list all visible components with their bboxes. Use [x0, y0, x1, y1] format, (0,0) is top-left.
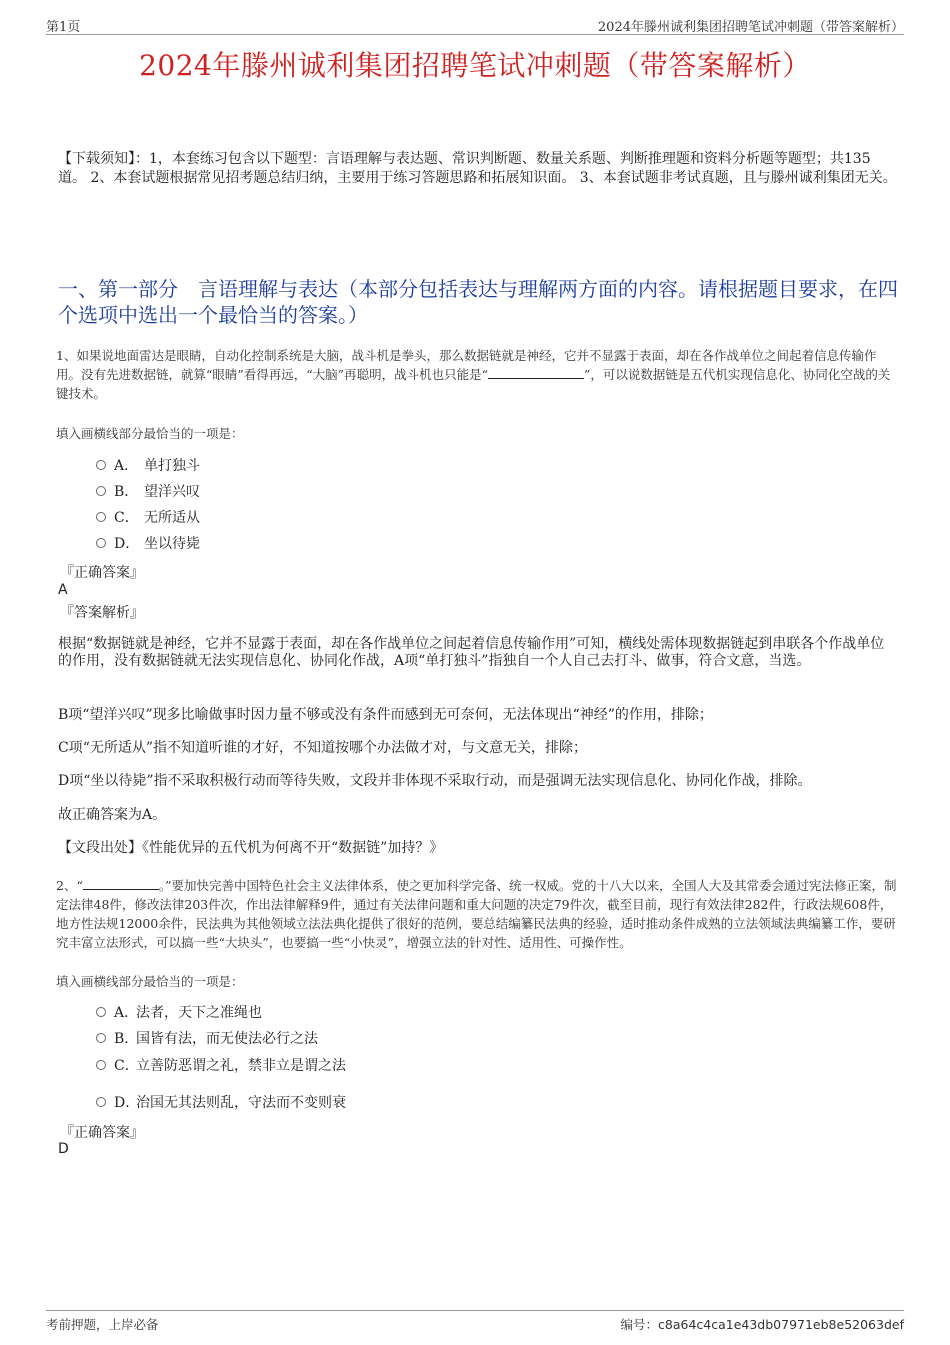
question-2-option-c[interactable]: C．立善防恶谓之礼，禁非立是谓之法 [96, 1056, 346, 1076]
radio-icon[interactable] [96, 1007, 106, 1017]
source-citation: 【文段出处】《性能优异的五代机为何离不开“数据链”加持？》 [58, 840, 444, 856]
question-1-prompt: 填入画横线部分最恰当的一项是： [56, 426, 244, 441]
radio-icon[interactable] [96, 1097, 106, 1107]
question-2-answer-label: 『正确答案』 [60, 1125, 144, 1141]
question-1-option-d[interactable]: D． 坐以待毙 [96, 534, 200, 554]
radio-icon[interactable] [96, 1033, 106, 1043]
radio-icon[interactable] [96, 460, 106, 470]
radio-icon[interactable] [96, 538, 106, 548]
question-1-answer: A [58, 582, 68, 598]
footer-slogan: 考前押题，上岸必备 [46, 1317, 159, 1332]
question-1-option-b[interactable]: B． 望洋兴叹 [96, 482, 200, 502]
question-2-text-before: 2、“ [56, 878, 83, 893]
section-title: 一、第一部分 言语理解与表达（本部分包括表达与理解两方面的内容。请根据题目要求，在四个选项中选出一个最恰当的答案。） [58, 277, 898, 327]
question-1-text-before: 1、如果说地面雷达是眼睛，自动化控制系统是大脑，战斗机是拳头，那么数据链就是神经，它并不显露于表面，却在各作战单位之间起着信息传输作用。没有先进数据链，就算“眼睛”看得再远，“大脑”再聪明，战斗机也只能是“ [56, 348, 877, 382]
radio-icon[interactable] [96, 512, 106, 522]
question-1-option-c[interactable]: C． 无所适从 [96, 508, 200, 528]
analysis-paragraph: D项“坐以待毙”指不采取积极行动而等待失败，文段并非体现不采取行动，而是强调无法实现信息化、协同化作战，排除。 [58, 773, 812, 789]
question-2-option-d[interactable]: D．治国无其法则乱，守法而不变则衰 [96, 1093, 346, 1113]
download-notice: 【下载须知】：1，本套练习包含以下题型：言语理解与表达题、常识判断题、数量关系题、判断推理题和资料分析题等题型；共135道。 2、本套试题根据常见招考题总结归纳，主要用于练习答题思路和拓展知识面。 3、本套试题非考试真题，且与滕州诚利集团无关。 [58, 151, 897, 186]
page-footer [46, 1310, 904, 1332]
radio-icon[interactable] [96, 486, 106, 496]
analysis-paragraph: B项“望洋兴叹”现多比喻做事时因力量不够或没有条件而感到无可奈何，无法体现出“神经”的作用，排除； [58, 707, 713, 723]
question-1-answer-label: 『正确答案』 [60, 565, 144, 581]
question-2-answer: D [58, 1141, 69, 1157]
document-code: 编号：c8a64c4ca1e43db07971eb8e52063def [620, 1317, 904, 1332]
question-2-option-b[interactable]: B．国皆有法，而无使法必行之法 [96, 1029, 318, 1049]
analysis-paragraph: 故正确答案为A。 [58, 807, 167, 823]
question-2-text-after: 。”要加快完善中国特色社会主义法律体系，使之更加科学完备、统一权威。党的十八大以来，全国人大及其常委会通过宪法修正案，制定法律48件，修改法律203件次，作出法律解释9件，通过有关法律问题和重大问题的决定79件次，截至目前，现行有效法律282件，行政法规608件，地方性法规12000余件，民法典为其他领域立法法典化提供了很好的范例，要总结编纂民法典的经验，适时推动条件成熟的立法领域法典编纂工作，要研究丰富立法形式，可以搞一些“大块头”，也要搞一些“小快灵”，增强立法的针对性、适用性、可操作性。 [56, 878, 897, 950]
answer-blank [488, 366, 584, 379]
header-doc-title: 2024年滕州诚利集团招聘笔试冲刺题（带答案解析） [597, 20, 904, 35]
page-number: 第1页 [46, 20, 81, 35]
question-1-text-after: ”，可以说数据链是五代机实现信息化、协同化空战的关键技术。 [56, 367, 891, 401]
question-2-option-a[interactable]: A．法者，天下之准绳也 [96, 1003, 262, 1023]
question-1-analysis-label: 『答案解析』 [60, 605, 144, 621]
question-2-text [56, 876, 898, 952]
analysis-paragraph: 根据“数据链就是神经，它并不显露于表面，却在各作战单位之间起着信息传输作用”可知，横线处需体现数据链起到串联各个作战单位的作用，没有数据链就无法实现信息化、协同化作战，A项“单打独斗”指独自一个人自己去打斗、做事，符合文意，当选。 [58, 636, 885, 669]
document-title: 2024年滕州诚利集团招聘笔试冲刺题（带答案解析） [139, 49, 811, 82]
radio-icon[interactable] [96, 1060, 106, 1070]
question-1-option-a[interactable]: A． 单打独斗 [96, 456, 200, 476]
answer-blank [83, 877, 159, 890]
question-2-prompt: 填入画横线部分最恰当的一项是： [56, 974, 244, 989]
page-header [46, 14, 904, 35]
question-1-text [56, 346, 898, 403]
analysis-paragraph: C项“无所适从”指不知道听谁的才好，不知道按哪个办法做才对，与文意无关，排除； [58, 740, 588, 756]
